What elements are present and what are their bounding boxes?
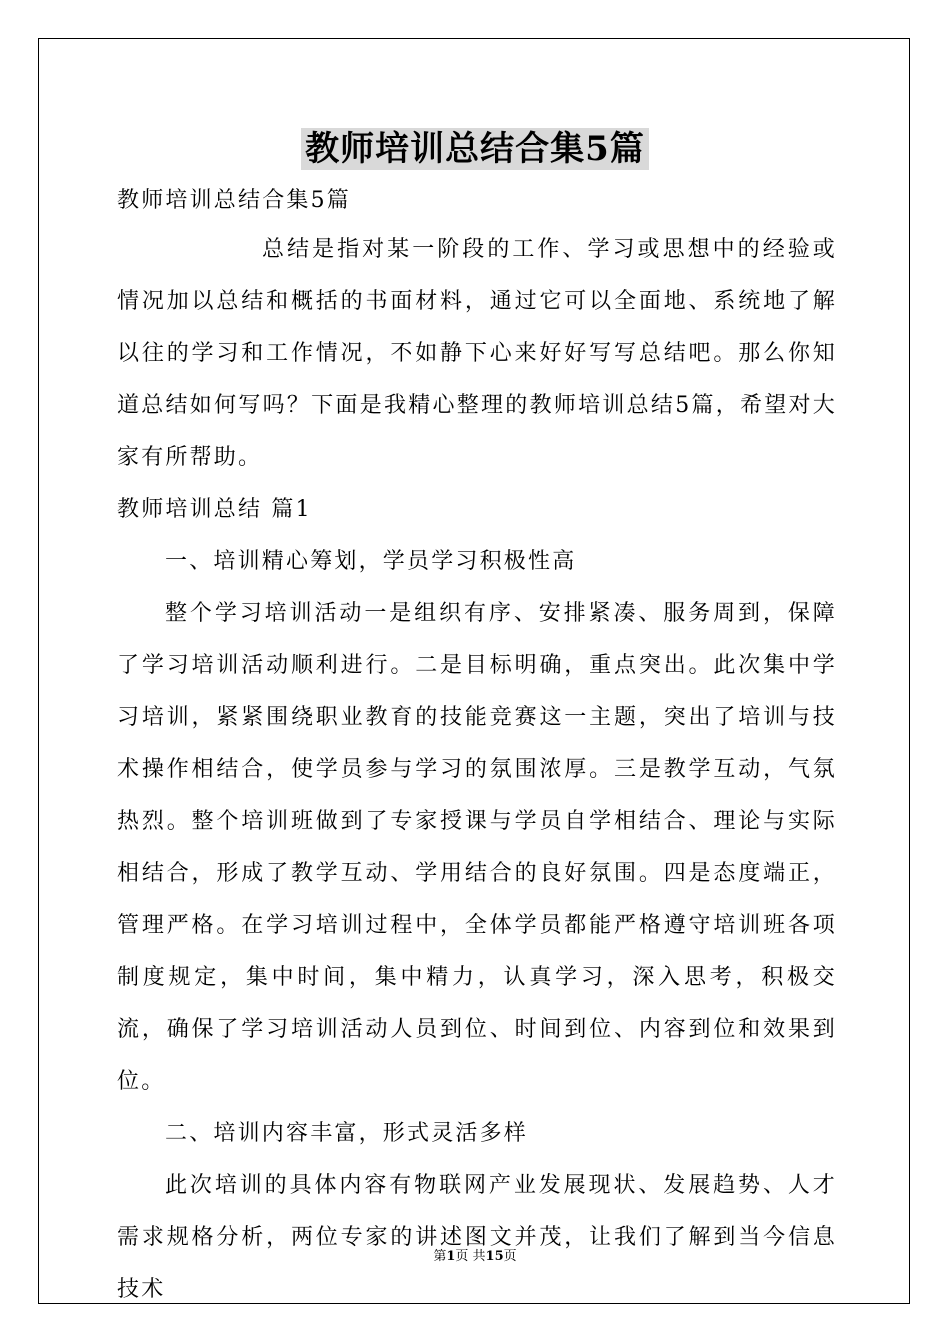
document-body	[117, 178, 837, 1316]
footer-total-pages: 15	[485, 1249, 504, 1264]
document-title: 教师培训总结合集5篇	[301, 128, 649, 170]
footer-page-prefix: 第	[433, 1249, 447, 1264]
page-footer	[0, 1245, 950, 1264]
footer-page-mid: 页 共	[455, 1249, 486, 1264]
document-subtitle: 教师培训总结合集5篇	[117, 188, 351, 213]
intro-paragraph: 总结是指对某一阶段的工作、学习或思想中的经验或情况加以总结和概括的书面材料，通过它可以全面地、系统地了解以往的学习和工作情况，不如静下心来好好写写总结吧。那么你知道总结如何写吗？下面是我精心整理的教师培训总结5篇，希望对大家有所帮助。	[117, 237, 837, 470]
point2-paragraph: 此次培训的具体内容有物联网产业发展现状、发展趋势、人才需求规格分析，两位专家的讲述图文并茂，让我们了解到当今信息技术	[117, 1173, 837, 1302]
point2-heading: 二、培训内容丰富，形式灵活多样	[165, 1121, 529, 1146]
footer-page-suffix: 页	[503, 1249, 517, 1264]
point1-paragraph: 整个学习培训活动一是组织有序、安排紧凑、服务周到，保障了学习培训活动顺利进行。二是目标明确，重点突出。此次集中学习培训，紧紧围绕职业教育的技能竞赛这一主题，突出了培训与技术操作相结合，使学员参与学习的氛围浓厚。三是教学互动，气氛热烈。整个培训班做到了专家授课与学员自学相结合、理论与实际相结合，形成了教学互动、学用结合的良好氛围。四是态度端正，管理严格。在学习培训过程中，全体学员都能严格遵守培训班各项制度规定，集中时间，集中精力，认真学习，深入思考，积极交流，确保了学习培训活动人员到位、时间到位、内容到位和效果到位。	[117, 601, 837, 1094]
footer-page-number: 1	[446, 1249, 456, 1264]
title-wrap	[0, 128, 950, 170]
point1-heading: 一、培训精心筹划，学员学习积极性高	[165, 549, 577, 574]
section-heading: 教师培训总结 篇1	[117, 497, 312, 522]
